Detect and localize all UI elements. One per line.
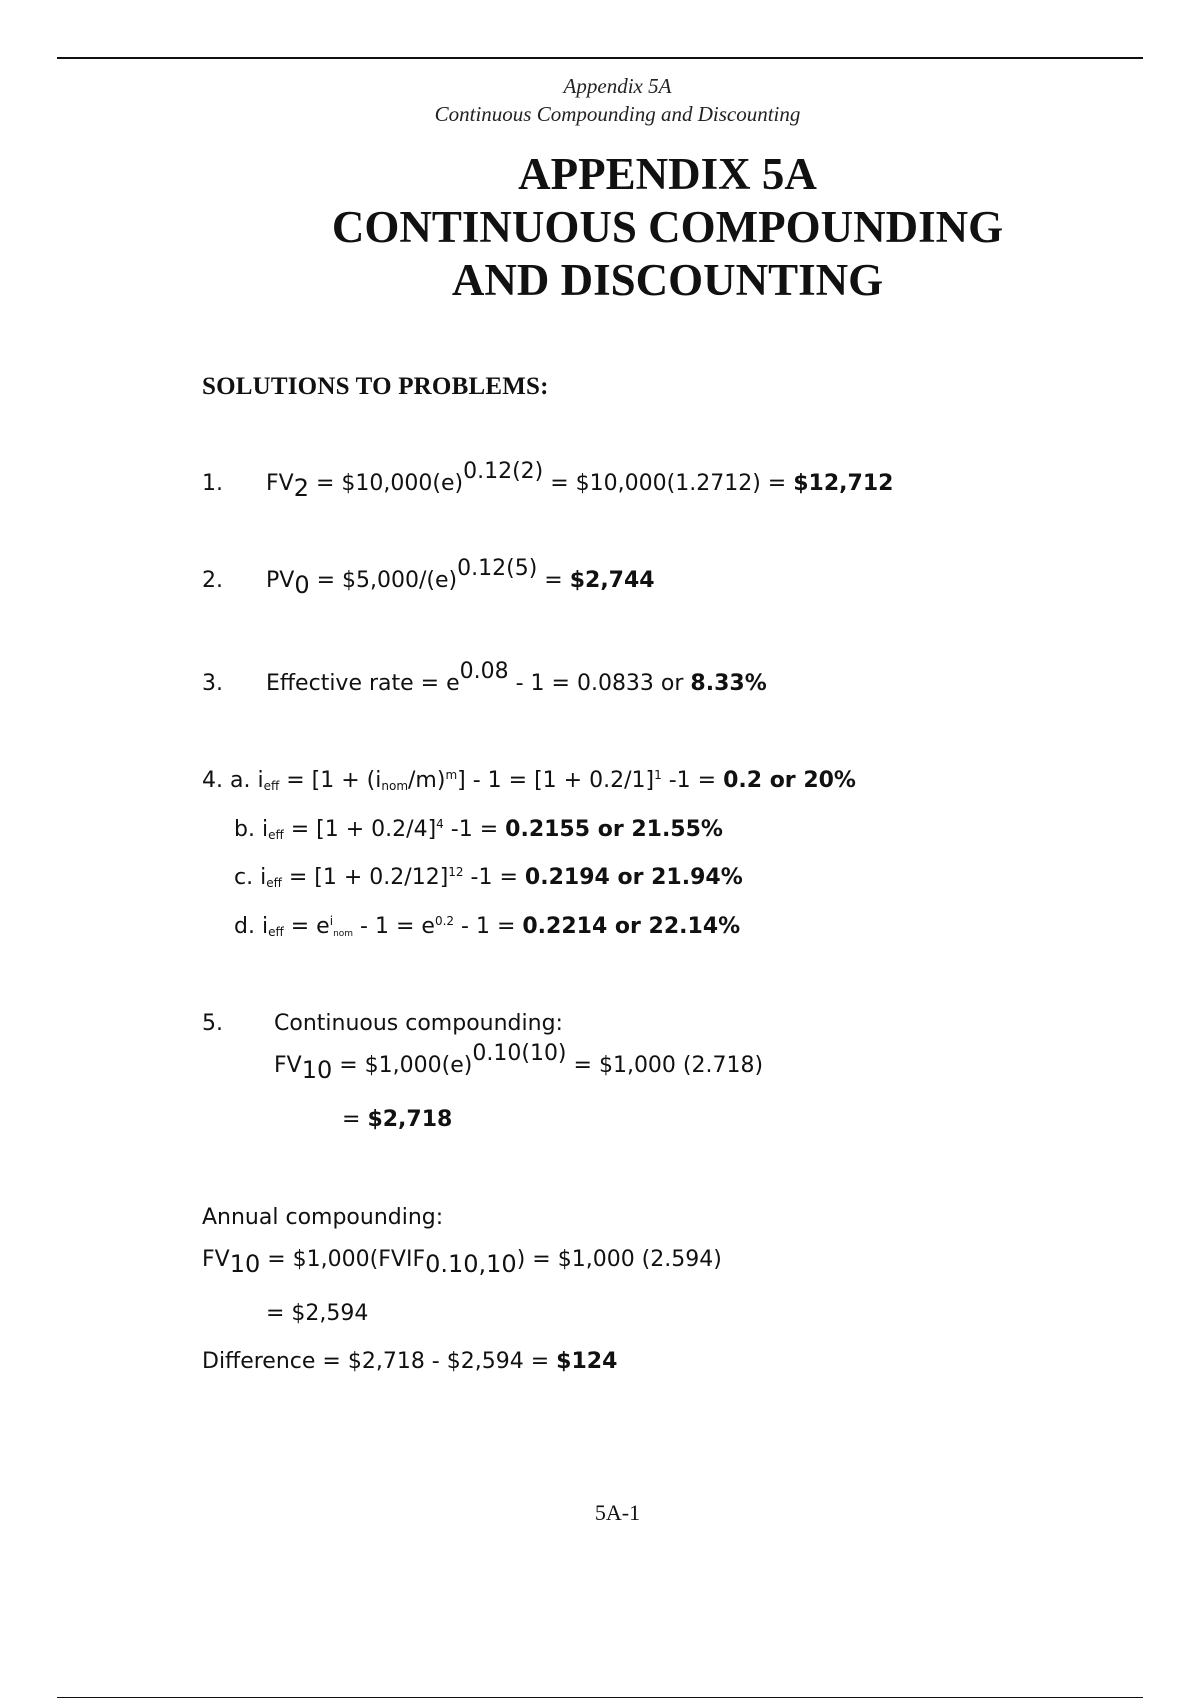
problem-5-difference-answer: $124 [556, 1349, 618, 1374]
problem-5-difference: Difference = $2,718 - $2,594 = $124 [202, 1349, 618, 1374]
title-line-3: AND DISCOUNTING [451, 255, 884, 305]
running-title: Appendix 5A [563, 74, 672, 98]
problem-5-annual-label: Annual compounding: [202, 1205, 444, 1230]
problem-3-equation: Effective rate = e0.08 - 1 = 0.0833 or 8.33% [266, 659, 767, 696]
problem-1-answer: $12,712 [793, 471, 894, 496]
problem-4a-answer: 0.2 or 20% [723, 768, 856, 793]
problem-3-answer: 8.33% [690, 671, 767, 696]
bottom-rule [57, 1697, 1143, 1698]
title-line-2: CONTINUOUS COMPOUNDING [331, 202, 1004, 252]
page-number: 5A-1 [594, 1500, 641, 1525]
problem-5-number: 5. [202, 1011, 223, 1036]
problem-2-equation: PV0 = $5,000/(e)0.12(5) = $2,744 [266, 556, 655, 599]
problem-4a: 4. a. ieff = [1 + (inom/m)$^m$] - $1 = [1 + 0.2/1]^1$ -1 = 0.2 or 20% [202, 768, 856, 793]
problem-4c: c. ieff = $[1 + 0.2/12]^{12}$ -1 = 0.2194 or 21.94% [234, 865, 743, 890]
problem-4b-answer: 0.2155 or 21.55% [505, 817, 723, 842]
section-heading: SOLUTIONS TO PROBLEMS: [202, 373, 549, 400]
problem-3-number: 3. [202, 671, 223, 696]
problem-5-annual-result: = $2,594 [266, 1301, 369, 1326]
problem-5-continuous-answer: $2,718 [367, 1107, 453, 1132]
problem-1-equation: FV2 = $10,000(e)0.12(2) = $10,000(1.2712) = $12,712 [266, 459, 894, 502]
problem-5-continuous-equation: FV10 = $1,000(e)0.10(10) = $1,000 (2.718) [274, 1041, 764, 1084]
problem-4d-answer: 0.2214 or 22.14% [522, 914, 741, 939]
problem-2-answer: $2,744 [569, 568, 655, 593]
problem-5-continuous-result: = $2,718 [342, 1107, 453, 1132]
running-subtitle: Continuous Compounding and Discounting [434, 102, 801, 126]
problem-4c-answer: 0.2194 or 21.94% [524, 865, 743, 890]
problem-4d: d. ieff = $e^inom - 1 = e^{0.2} - 1 = 0.2214$ or 22.14% [234, 914, 741, 939]
top-rule [57, 57, 1143, 59]
problem-2-number: 2. [202, 568, 223, 593]
problem-5-annual-equation: FV10 = $1,000(FVIF0.10,10) = $1,000 (2.594) [202, 1247, 722, 1278]
title-line-1: APPENDIX 5A [518, 149, 817, 199]
problem-1-number: 1. [202, 471, 223, 496]
problem-4b: b. ieff = $[1 + 0.2/4]^4$ -1 = 0.2155 or 21.55% [234, 817, 723, 842]
